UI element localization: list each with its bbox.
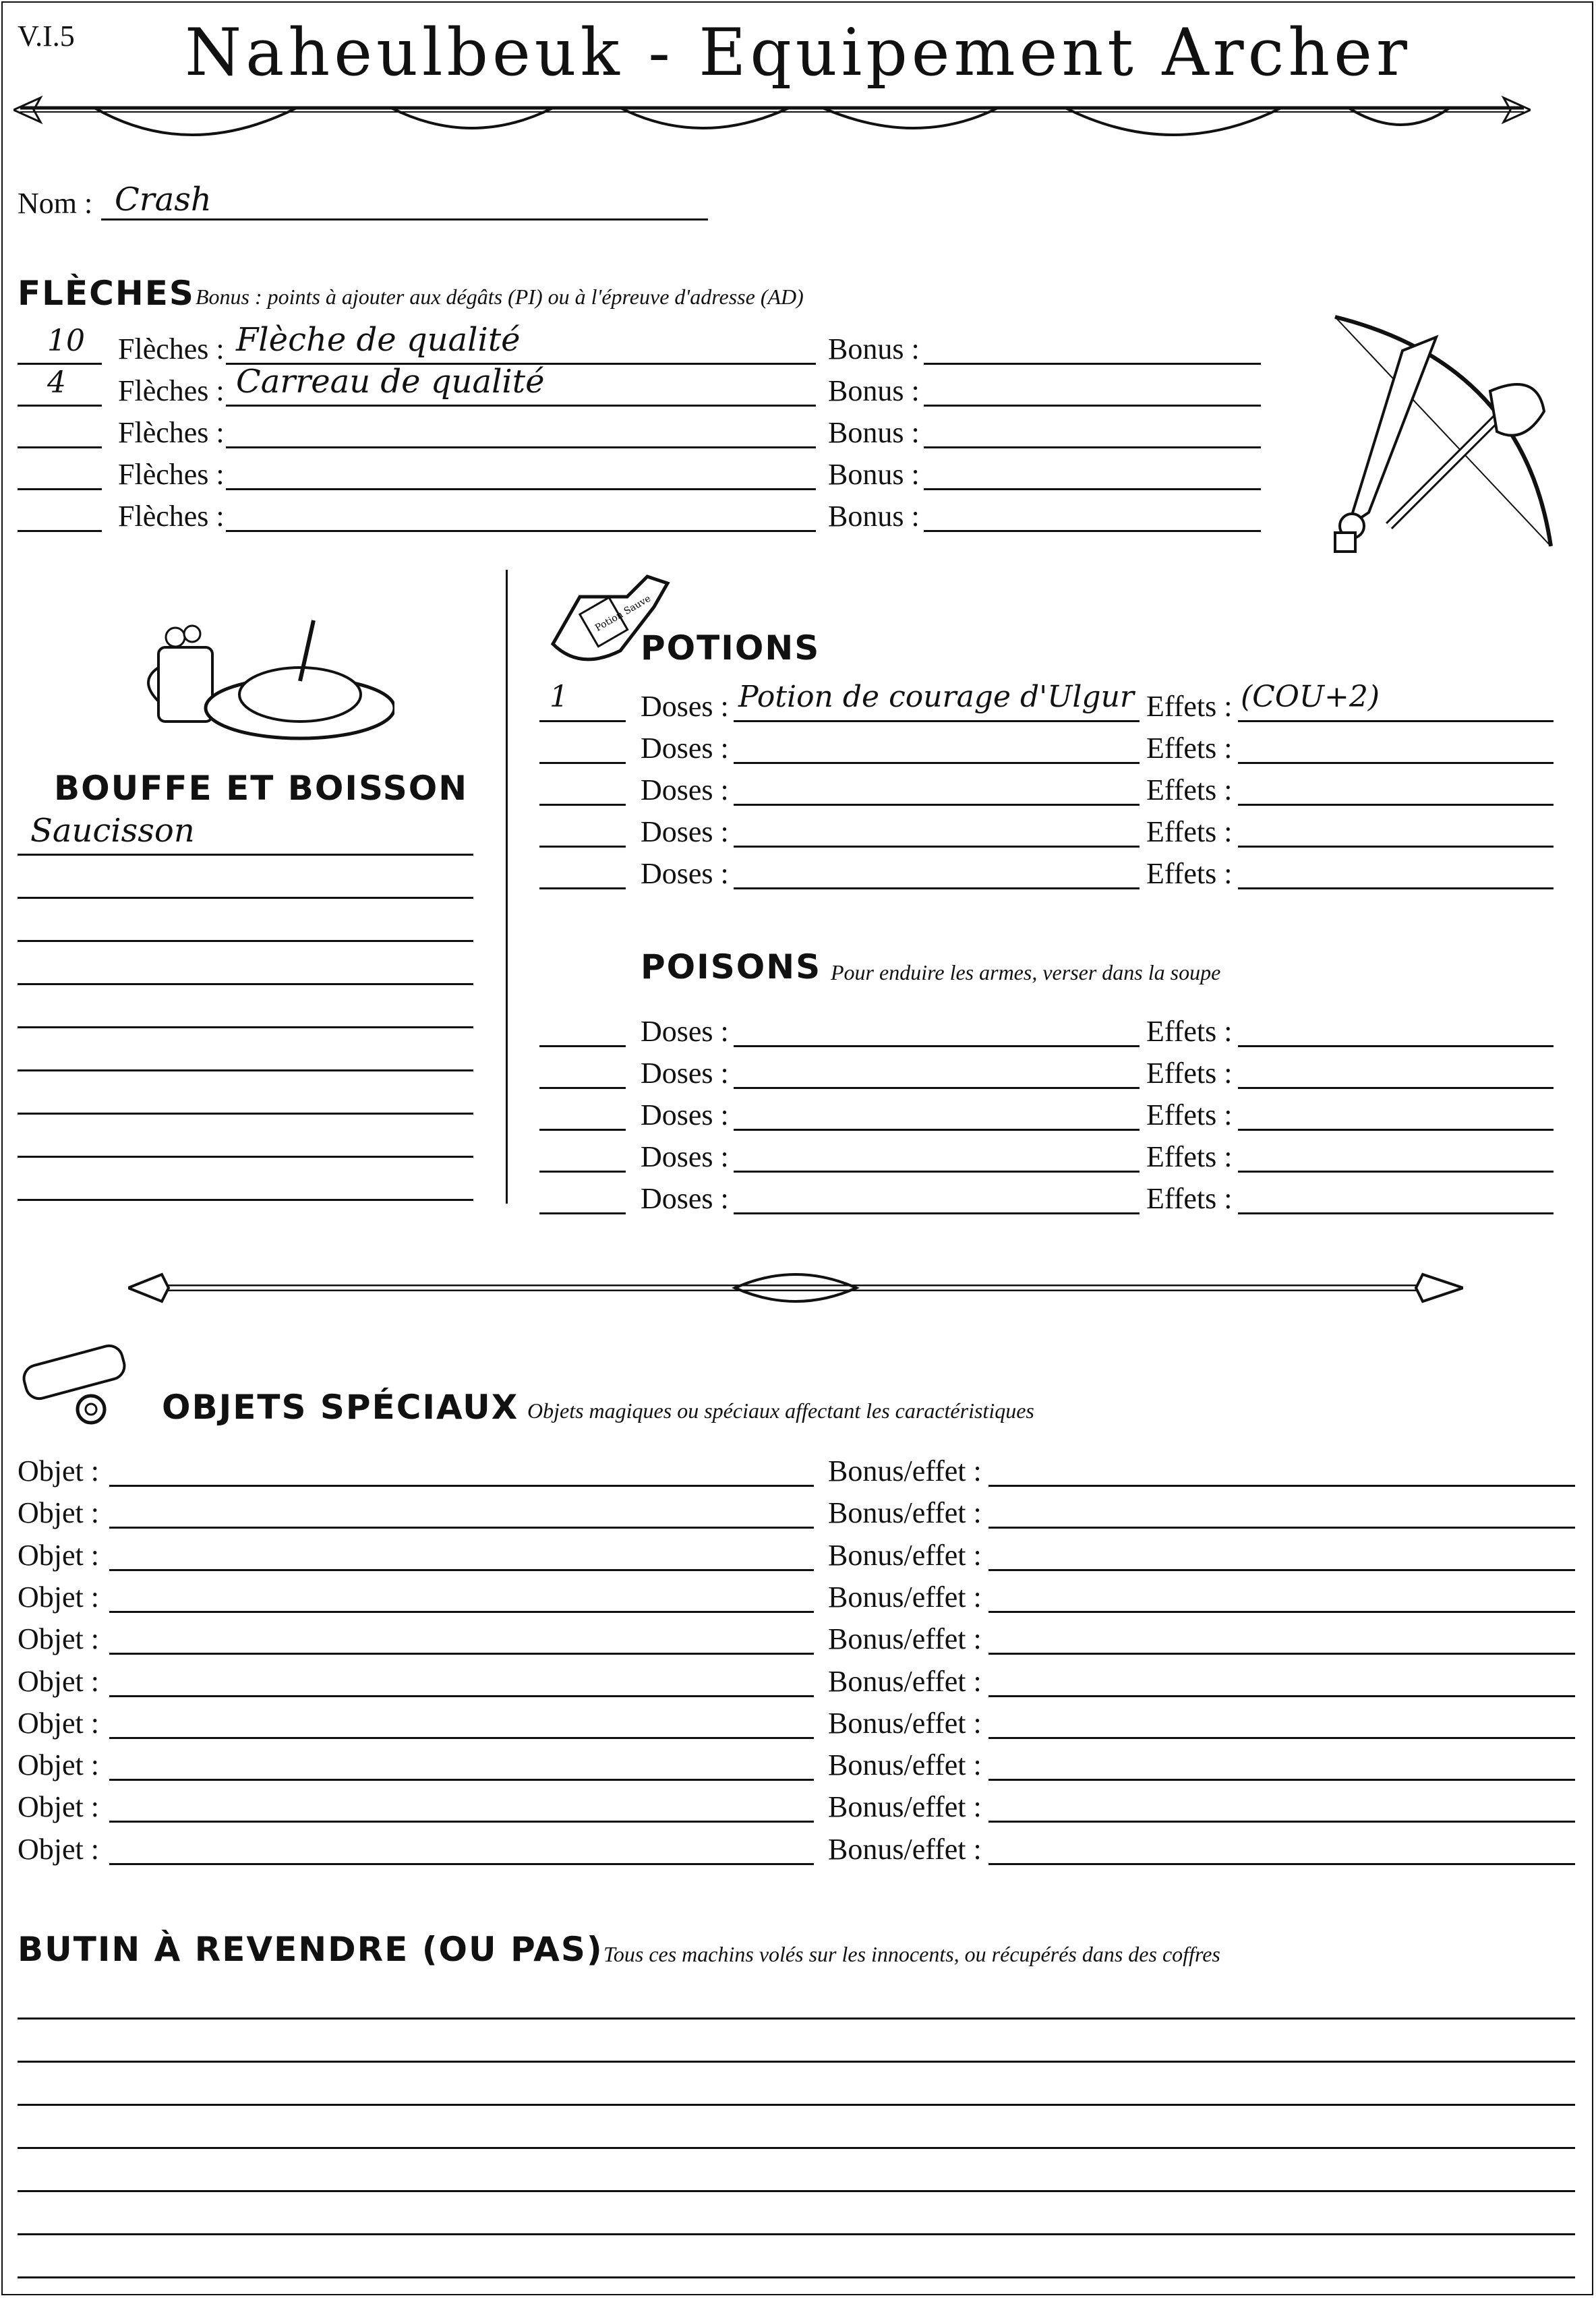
fleches-bonus-label: Bonus : [828,500,920,533]
poisons-name-line [734,1087,1140,1089]
page-title: Naheulbeuk - Equipement Archer [185,15,1411,90]
fleches-label: Flèches : [118,416,225,449]
potions-name-line [734,846,1140,848]
potions-doses-label: Doses : [641,732,729,765]
fleches-name-line [226,530,816,532]
poisons-count-line [539,1212,626,1214]
butin-title: BUTIN À REVENDRE (OU PAS) [18,1930,603,1969]
fleches-count-line [18,363,102,365]
butin-subtitle: Tous ces machins volés sur les innocents, ou récupérés dans des coffres [603,1942,1220,1966]
objet-bonus-label: Bonus/effet : [828,1496,982,1529]
objet-name-line [109,1737,814,1739]
fleches-name[interactable]: Flèche de qualité [236,321,521,359]
butin-line [18,2233,1575,2235]
poisons-effets-label: Effets : [1146,1015,1233,1048]
staff-divider [128,1261,1463,1315]
poisons-subtitle: Pour enduire les armes, verser dans la soupe [831,960,1221,984]
poisons-effets-label: Effets : [1146,1057,1233,1090]
crossed-weapons-illustration [1322,310,1571,553]
fleches-label: Flèches : [118,332,225,365]
nom-value[interactable]: Crash [115,181,212,218]
butin-line [18,2190,1575,2192]
objet-name-line [109,1821,814,1823]
poisons-effet-line [1238,1087,1554,1089]
objet-name-line [109,1695,814,1697]
butin-line [18,2061,1575,2063]
objet-label: Objet : [18,1748,99,1781]
scroll-and-ring-icon [17,1342,165,1430]
bouffe-line [18,897,473,899]
potions-effet-line [1238,762,1554,764]
objet-bonus-label: Bonus/effet : [828,1707,982,1740]
fleches-name-line [226,488,816,490]
poisons-effets-label: Effets : [1146,1098,1233,1131]
potions-count-line [539,720,626,722]
butin-line [18,2104,1575,2106]
fleches-label: Flèches : [118,374,225,407]
objet-label: Objet : [18,1454,99,1487]
fleches-bonus-label: Bonus : [828,458,920,491]
fleches-count-line [18,488,102,490]
potions-doses-label: Doses : [641,857,729,890]
poisons-count-line [539,1129,626,1131]
bouffe-line [18,1199,473,1201]
bouffe-line [18,1069,473,1071]
objet-name-line [109,1653,814,1655]
objet-bonus-line [988,1527,1575,1529]
poisons-effets-label: Effets : [1146,1140,1233,1173]
butin-line [18,2147,1575,2149]
bouffe-line [18,1113,473,1115]
objet-label: Objet : [18,1833,99,1866]
objet-bonus-line [988,1737,1575,1739]
fleches-count-line [18,530,102,532]
objet-bonus-line [988,1863,1575,1865]
poisons-name-line [734,1129,1140,1131]
fleches-count[interactable]: 10 [47,324,85,358]
fleches-bonus-label: Bonus : [828,416,920,449]
objet-bonus-line [988,1485,1575,1487]
fleches-bonus-label: Bonus : [828,374,920,407]
objet-label: Objet : [18,1707,99,1740]
objet-bonus-line [988,1653,1575,1655]
fleches-count-line [18,446,102,448]
potions-name-line [734,762,1140,764]
fleches-name[interactable]: Carreau de qualité [236,363,545,401]
arrow-divider-top [13,88,1531,148]
poisons-effet-line [1238,1212,1554,1214]
objet-name-line [109,1863,814,1865]
potions-effets-label: Effets : [1146,815,1233,848]
column-divider [506,570,508,1204]
fleches-bonus-line [924,530,1261,532]
potions-title: POTIONS [641,628,821,668]
fleches-subtitle: Bonus : points à ajouter aux dégâts (PI) ou à l'épreuve d'adresse (AD) [196,285,804,309]
objet-bonus-line [988,1569,1575,1571]
objet-bonus-label: Bonus/effet : [828,1581,982,1614]
objet-label: Objet : [18,1581,99,1614]
potions-count-line [539,846,626,848]
poisons-name-line [734,1212,1140,1214]
bouffe-line [18,940,473,942]
version-label: V.I.5 [18,20,75,53]
objet-bonus-line [988,1821,1575,1823]
potions-effets-label: Effets : [1146,690,1233,723]
objet-bonus-line [988,1695,1575,1697]
potions-count-line [539,887,626,889]
fleches-count[interactable]: 4 [47,365,66,400]
potions-effets-label: Effets : [1146,732,1233,765]
objet-label: Objet : [18,1539,99,1572]
potions-count-line [539,762,626,764]
poisons-doses-label: Doses : [641,1140,729,1173]
nom-label: Nom : [18,187,93,220]
potions-doses-label: Doses : [641,690,729,723]
objet-name-line [109,1527,814,1529]
potions-effet-line [1238,887,1554,889]
potions-count-line [539,804,626,806]
objet-name-line [109,1611,814,1613]
butin-line [18,2017,1575,2020]
objet-label: Objet : [18,1622,99,1655]
poisons-doses-label: Doses : [641,1098,729,1131]
potions-doses-label: Doses : [641,815,729,848]
food-drink-illustration [138,607,394,742]
objet-bonus-label: Bonus/effet : [828,1622,982,1655]
fleches-name-line [226,446,816,448]
potions-count[interactable]: 1 [550,680,568,714]
objet-bonus-line [988,1611,1575,1613]
poisons-effets-label: Effets : [1146,1182,1233,1215]
objet-name-line [109,1485,814,1487]
fleches-bonus-line [924,363,1261,365]
nom-line [101,218,708,220]
objet-bonus-label: Bonus/effet : [828,1790,982,1823]
fleches-count-line [18,405,102,407]
potions-effet[interactable]: (COU+2) [1241,680,1380,714]
objet-bonus-label: Bonus/effet : [828,1454,982,1487]
bouffe-line [18,854,473,856]
poisons-effet-line [1238,1045,1554,1047]
poisons-doses-label: Doses : [641,1057,729,1090]
poisons-count-line [539,1087,626,1089]
poisons-name-line [734,1045,1140,1047]
fleches-title: FLÈCHES [18,274,195,313]
objet-bonus-label: Bonus/effet : [828,1833,982,1866]
objet-bonus-label: Bonus/effet : [828,1665,982,1698]
svg-text:Potion Sauve: Potion Sauve [593,593,653,634]
bouffe-line [18,983,473,985]
poisons-count-line [539,1045,626,1047]
objets-title: OBJETS SPÉCIAUX [162,1388,519,1427]
poisons-name-line [734,1171,1140,1173]
poisons-title: POISONS [641,947,822,986]
potions-effet-line [1238,720,1554,722]
potions-name-line [734,887,1140,889]
objet-label: Objet : [18,1665,99,1698]
fleches-bonus-line [924,488,1261,490]
fleches-name-line [226,405,816,407]
butin-line [18,2276,1575,2278]
potions-name-line [734,804,1140,806]
bouffe-line [18,1156,473,1158]
objet-name-line [109,1779,814,1781]
fleches-bonus-line [924,446,1261,448]
potions-effets-label: Effets : [1146,857,1233,890]
poisons-doses-label: Doses : [641,1182,729,1215]
potions-name-line [734,720,1140,722]
bouffe-line [18,1026,473,1028]
fleches-bonus-label: Bonus : [828,332,920,365]
potions-effet-line [1238,804,1554,806]
objet-label: Objet : [18,1790,99,1823]
poisons-effet-line [1238,1129,1554,1131]
objet-bonus-label: Bonus/effet : [828,1748,982,1781]
objet-bonus-line [988,1779,1575,1781]
poisons-doses-label: Doses : [641,1015,729,1048]
bouffe-title: BOUFFE ET BOISSON [54,769,469,808]
objet-name-line [109,1569,814,1571]
objet-label: Objet : [18,1496,99,1529]
poisons-count-line [539,1171,626,1173]
poisons-effet-line [1238,1171,1554,1173]
potions-name[interactable]: Potion de courage d'Ulgur [738,680,1134,714]
bouffe-item[interactable]: Saucisson [30,812,195,850]
potions-doses-label: Doses : [641,773,729,806]
fleches-bonus-line [924,405,1261,407]
potions-effet-line [1238,846,1554,848]
fleches-label: Flèches : [118,500,225,533]
fleches-label: Flèches : [118,458,225,491]
objet-bonus-label: Bonus/effet : [828,1539,982,1572]
objets-subtitle: Objets magiques ou spéciaux affectant les caractéristiques [527,1398,1034,1423]
potions-effets-label: Effets : [1146,773,1233,806]
